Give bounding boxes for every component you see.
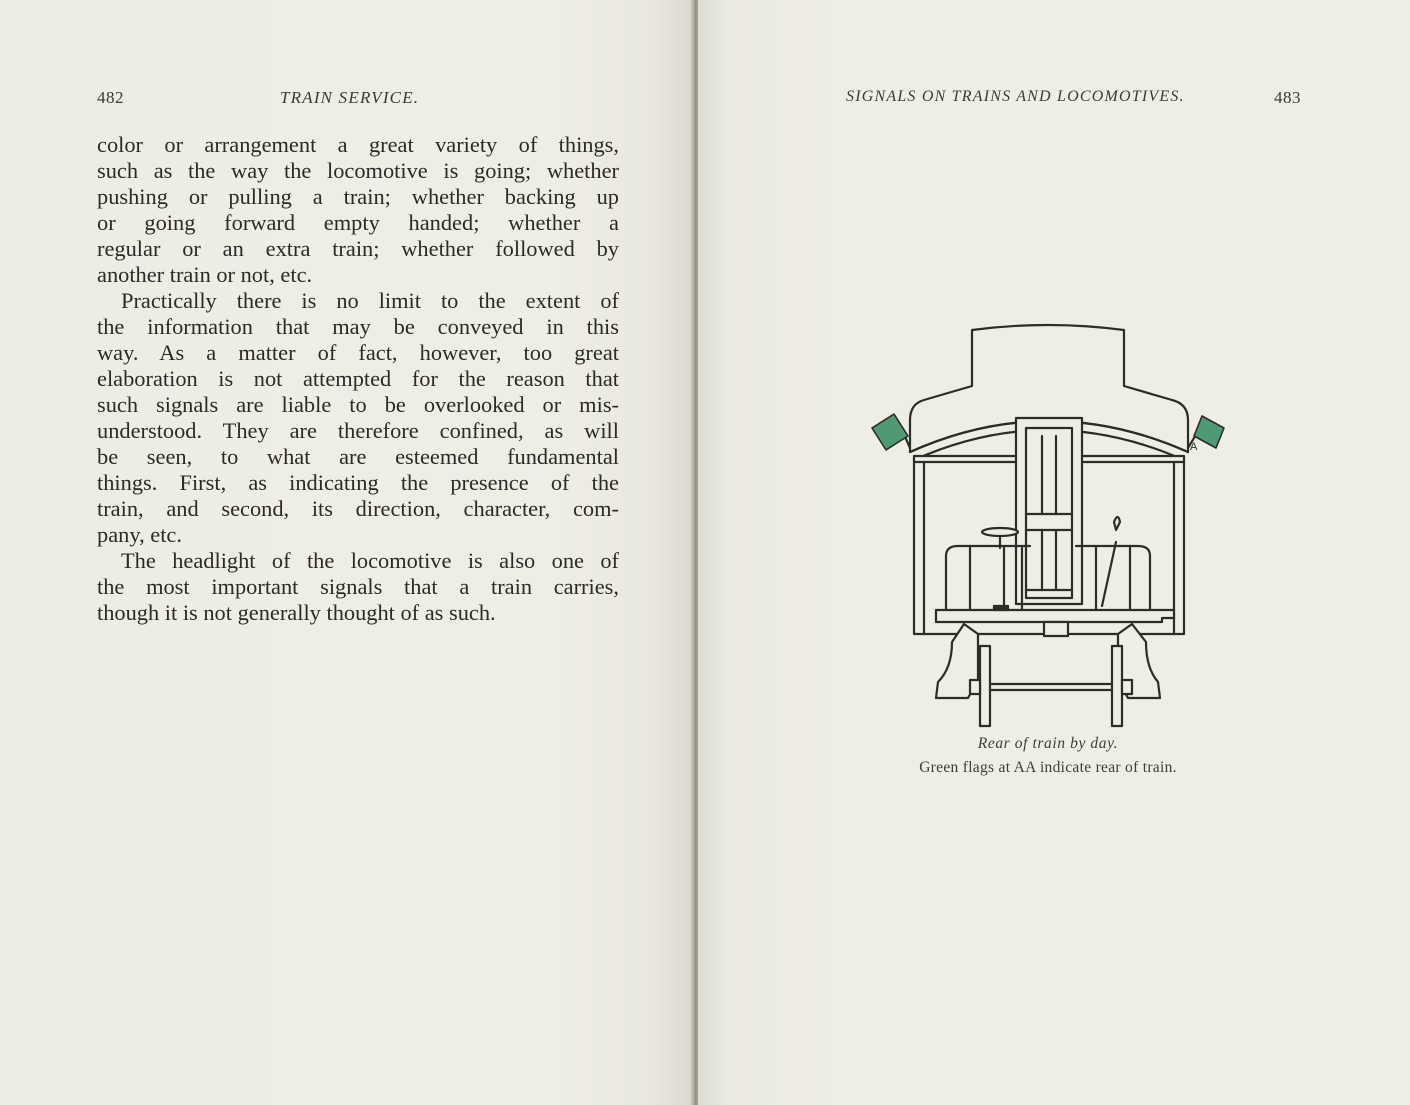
text-line: the most important signals that a train carries, xyxy=(97,574,619,599)
paragraph-3 xyxy=(97,548,619,626)
text-line: things. First, as indicating the presence of the xyxy=(97,470,619,495)
svg-text:A: A xyxy=(1190,441,1198,453)
left-page xyxy=(0,0,694,1105)
left-running-head: TRAIN SERVICE. xyxy=(280,88,420,107)
text-line: train, and second, its direction, character, com- xyxy=(97,496,619,521)
text-line: way. As a matter of fact, however, too great xyxy=(97,340,619,365)
right-green-flag xyxy=(1194,416,1224,448)
text-line: or going forward empty handed; whether a xyxy=(97,210,619,235)
text-line: color or arrangement a great variety of things, xyxy=(97,132,619,157)
text-line: such signals are liable to be overlooked or mis- xyxy=(97,392,619,417)
paragraph-1 xyxy=(97,132,619,288)
text-line: elaboration is not attempted for the reason that xyxy=(97,366,619,391)
right-running-head: SIGNALS ON TRAINS AND LOCOMOTIVES. xyxy=(846,88,1185,105)
paragraph-2 xyxy=(97,288,619,548)
left-page-number: 482 xyxy=(97,88,124,107)
text-line: understood. They are therefore confined, as will xyxy=(97,418,619,443)
text-line: pushing or pulling a train; whether backing up xyxy=(97,184,619,209)
text-line: be seen, to what are esteemed fundamental xyxy=(97,444,619,469)
text-line: such as the way the locomotive is going; whether xyxy=(97,158,619,183)
left-green-flag xyxy=(872,414,908,450)
text-line: another train or not, etc. xyxy=(97,262,313,287)
text-line: pany, etc. xyxy=(97,522,182,547)
text-line: the information that may be conveyed in this xyxy=(97,314,619,339)
figure-caption-title: Rear of train by day. xyxy=(977,735,1119,752)
right-page-number: 483 xyxy=(1274,88,1301,107)
text-line: regular or an extra train; whether followed by xyxy=(97,236,619,261)
text-line: Practically there is no limit to the extent of xyxy=(121,288,619,313)
text-line: The headlight of the locomotive is also one of xyxy=(121,548,619,573)
train-rear-illustration xyxy=(866,316,1236,731)
text-line: though it is not generally thought of as such. xyxy=(97,600,496,625)
body-text xyxy=(97,132,619,626)
figure-caption-text: Green flags at AA indicate rear of train. xyxy=(919,759,1177,776)
